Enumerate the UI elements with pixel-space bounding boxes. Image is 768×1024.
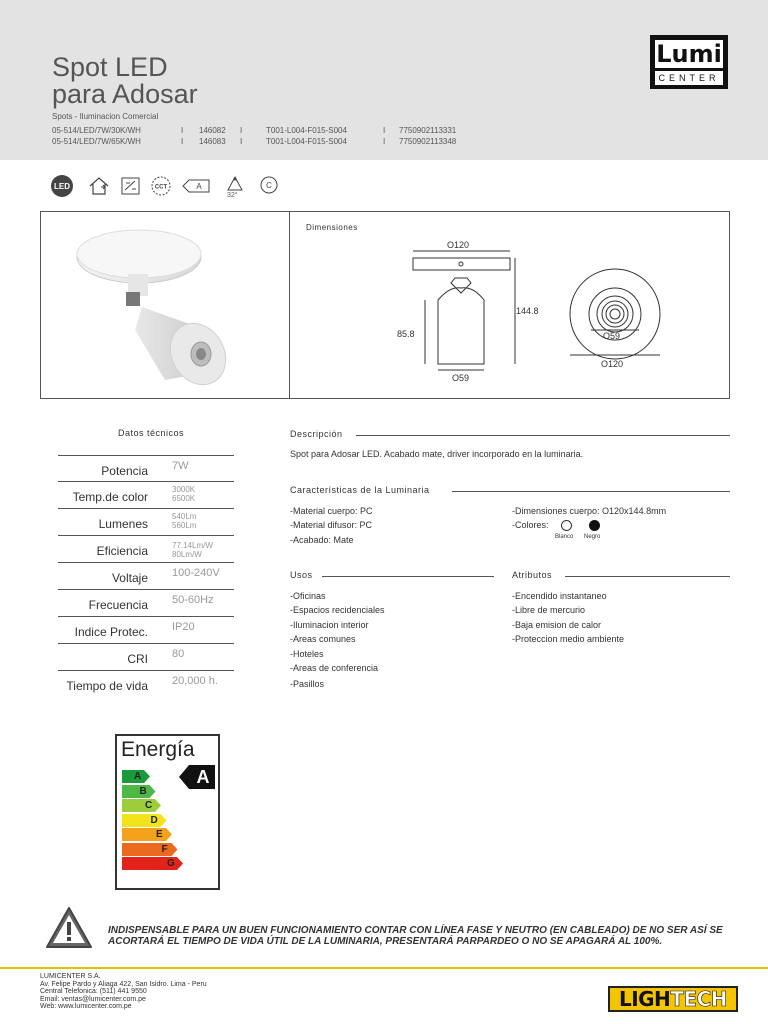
certification-icon — [257, 174, 281, 198]
warning-line-2: ACORTARÁ EL TIEMPO DE VIDA ÚTIL DE LA LUMINARIA, PRESENTARÁ PARPARDEO O NO SE APAGARÁ AL 100%. — [108, 936, 663, 947]
spec-row — [58, 671, 234, 698]
energy-class-label: A — [196, 182, 202, 191]
energy-bar-c — [122, 799, 161, 812]
certification-label: C — [266, 181, 272, 190]
caract-item: -Colores: — [512, 520, 549, 530]
product-subtitle: Spots - Iluminacion Comercial — [52, 112, 159, 121]
energy-bar-letter: G — [167, 858, 175, 869]
energy-bar-letter: E — [156, 829, 163, 840]
atributos-item: -Encendido instantaneo — [512, 591, 607, 601]
energy-bar-b — [122, 785, 156, 798]
home-icon — [87, 174, 111, 198]
dim-total-height: 144.8 — [516, 306, 539, 316]
model-code: 05-514/LED/7W/65K/WH — [52, 137, 141, 146]
atributos-title: Atributos — [512, 570, 553, 580]
footer-email[interactable]: Email: ventas@lumicenter.com.pe — [40, 995, 146, 1003]
cct-icon — [149, 174, 173, 198]
spec-label: Tiempo de vida — [66, 679, 148, 693]
warning-line-1: INDISPENSABLE PARA UN BUEN FUNCIONAMIENTO CONTAR CON LÍNEA FASE Y NEUTRO (EN CABLEADO) DE NO SER ASÍ SE — [108, 925, 723, 936]
usos-title: Usos — [290, 570, 313, 580]
product-photo — [70, 222, 240, 392]
footer-company: LUMICENTER S.A. — [40, 973, 101, 980]
item-code: 146082 — [199, 126, 226, 135]
dim-body-height: 85.8 — [397, 329, 415, 339]
spec-row — [58, 536, 234, 563]
energy-class-icon — [181, 174, 211, 198]
atributos-item: -Proteccion medio ambiente — [512, 634, 625, 644]
section-rule — [565, 576, 730, 577]
spec-label: Voltaje — [111, 571, 148, 585]
separator: I — [181, 137, 184, 146]
dim-front-inner: O59 — [603, 331, 621, 341]
spec-label: Indice Protec. — [74, 625, 148, 639]
lightech-logo — [608, 986, 738, 1012]
energy-bar-f — [122, 843, 178, 856]
usos-item: -Iluminacion interior — [290, 620, 369, 630]
spec-row — [58, 563, 234, 590]
datos-title: Datos técnicos — [118, 428, 185, 438]
warning-icon — [44, 905, 94, 951]
spec-label: Frecuencia — [88, 598, 148, 612]
section-rule — [322, 576, 494, 577]
panel-divider — [289, 211, 290, 399]
caract-item: -Acabado: Mate — [290, 535, 354, 545]
header-band — [0, 0, 768, 160]
energy-class-indicator — [179, 765, 215, 789]
section-rule — [356, 435, 730, 436]
warning-text — [108, 925, 738, 947]
energy-label — [115, 734, 220, 890]
lumicenter-logo — [650, 35, 728, 89]
spec-value: IP20 — [172, 621, 195, 633]
energy-bar-letter: C — [145, 800, 153, 811]
model-code: 05-514/LED/7W/30K/WH — [52, 126, 141, 135]
separator: I — [240, 126, 243, 135]
spec-row — [58, 509, 234, 536]
logo-text-top: Lumi — [656, 40, 722, 68]
energy-class-letter: A — [196, 767, 210, 787]
spec-value: 20,000 h. — [172, 675, 218, 687]
ean-code: 7750902113348 — [399, 137, 457, 146]
caracteristicas-title: Características de la Luminaria — [290, 485, 430, 495]
separator: I — [383, 137, 386, 146]
energy-bar-g — [122, 857, 183, 870]
color-label-black: Negro — [584, 534, 601, 540]
dim-top-width: O120 — [447, 240, 470, 250]
spec-value-b: 80Lm/W — [172, 550, 202, 559]
energy-bar-d — [122, 814, 167, 827]
led-badge-label: LED — [54, 182, 70, 191]
energy-bar-letter: A — [134, 771, 142, 782]
separator: I — [383, 126, 386, 135]
spec-row — [58, 455, 234, 482]
cct-label: CCT — [154, 184, 168, 191]
footer-contact — [40, 973, 207, 1011]
separator: I — [181, 126, 184, 135]
usos-item: -Oficinas — [290, 591, 326, 601]
spec-value-a: 3000K — [172, 485, 196, 494]
usos-item: -Hoteles — [290, 649, 324, 659]
dim-front-outer: O120 — [601, 359, 624, 369]
led-badge-icon — [50, 174, 74, 198]
lightech-part-a: LIGH — [618, 987, 671, 1011]
spec-label: Eficiencia — [96, 544, 148, 558]
footer-web[interactable]: Web: www.lumicenter.com.pe — [40, 1003, 132, 1010]
ref-code: T001-L004-F015-S004 — [266, 126, 347, 135]
separator: I — [240, 137, 243, 146]
color-swatch-black — [589, 520, 600, 531]
caract-item: -Dimensiones cuerpo: O120x144.8mm — [512, 506, 667, 516]
energy-bar-letter: F — [161, 843, 168, 855]
descripcion-text: Spot para Adosar LED. Acabado mate, driver incorporado en la luminaria. — [290, 449, 584, 459]
usos-item: -Areas de conferencia — [290, 663, 379, 673]
usos-item: -Espacios recidenciales — [290, 605, 385, 615]
spec-label: Temp.de color — [72, 490, 148, 504]
footer-address: Av. Felipe Pardo y Aliaga 422, San Isidro. Lima - Peru — [40, 980, 207, 988]
spec-row — [58, 482, 234, 509]
spec-row — [58, 590, 234, 617]
ref-code: T001-L004-F015-S004 — [266, 137, 347, 146]
energy-bar-a — [122, 770, 150, 783]
spec-value-b: 6500K — [172, 494, 196, 503]
spec-value: 50-60Hz — [172, 594, 214, 606]
spec-value: 7W — [172, 460, 189, 472]
caract-item: -Material difusor: PC — [290, 520, 373, 530]
spec-label: Potencia — [101, 464, 148, 478]
product-title-line1: Spot LED — [52, 52, 168, 82]
atributos-item: -Baja emision de calor — [512, 620, 602, 630]
energy-title: Energía — [121, 738, 195, 761]
spec-label: CRI — [127, 652, 148, 666]
spec-row — [58, 644, 234, 671]
footer-phone: Central Telefonica: (511) 441 9550 — [40, 988, 147, 995]
spec-row — [58, 617, 234, 644]
item-code: 146083 — [199, 137, 226, 146]
energy-bar-letter: B — [139, 785, 147, 797]
ean-code: 7750902113331 — [399, 126, 457, 135]
lightech-wordmark — [610, 988, 736, 1010]
energy-bar-letter: D — [150, 814, 158, 826]
color-label-white: Blanco — [555, 534, 574, 540]
usos-item: -Pasillos — [290, 679, 325, 689]
spec-value-b: 560Lm — [172, 521, 197, 530]
spec-value: 100-240V — [172, 567, 220, 579]
dimensions-label: Dimensiones — [306, 223, 358, 232]
spec-value-a: 540Lm — [172, 512, 197, 521]
dimmer-icon — [119, 174, 143, 198]
beam-angle-label: 32° — [227, 192, 238, 199]
spec-label: Lumenes — [98, 517, 148, 531]
section-rule — [452, 491, 730, 492]
caract-item: -Material cuerpo: PC — [290, 506, 373, 516]
lightech-part-b: TECH — [670, 987, 728, 1011]
footer-rule — [0, 967, 768, 969]
logo-text-bottom: CENTER — [655, 71, 723, 85]
product-title-line2: para Adosar — [52, 79, 198, 109]
energy-bar-e — [122, 828, 172, 841]
usos-item: -Areas comunes — [290, 634, 356, 644]
descripcion-title: Descripción — [290, 429, 343, 439]
atributos-item: -Libre de mercurio — [512, 605, 586, 615]
spec-value: 80 — [172, 648, 185, 660]
dim-body-width: O59 — [452, 373, 470, 383]
color-swatch-white — [561, 520, 572, 531]
spec-value-a: 77.14Lm/W — [172, 541, 213, 550]
